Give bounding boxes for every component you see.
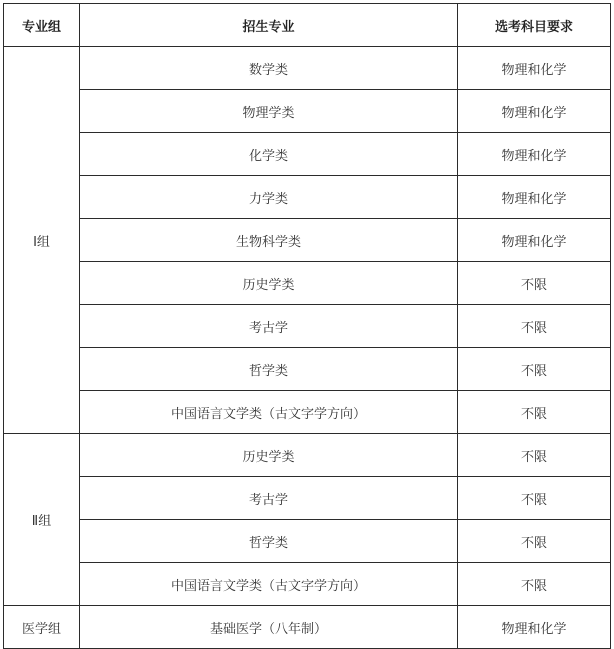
requirement-cell: 不限 <box>458 391 611 434</box>
table-row <box>4 219 611 262</box>
major-cell: 中国语言文学类（古文字学方向） <box>80 391 458 434</box>
header-group: 专业组 <box>4 4 80 47</box>
major-cell: 考古学 <box>80 477 458 520</box>
major-cell: 哲学类 <box>80 520 458 563</box>
requirement-cell: 不限 <box>458 348 611 391</box>
admission-table <box>3 3 611 649</box>
table-row <box>4 520 611 563</box>
major-cell: 中国语言文学类（古文字学方向） <box>80 563 458 606</box>
requirement-cell: 物理和化学 <box>458 219 611 262</box>
table-row <box>4 176 611 219</box>
group-cell: Ⅱ组 <box>4 434 80 606</box>
major-cell: 基础医学（八年制） <box>80 606 458 649</box>
header-major: 招生专业 <box>80 4 458 47</box>
requirement-cell: 物理和化学 <box>458 47 611 90</box>
major-cell: 力学类 <box>80 176 458 219</box>
requirement-cell: 物理和化学 <box>458 90 611 133</box>
requirement-cell: 不限 <box>458 262 611 305</box>
requirement-cell: 物理和化学 <box>458 133 611 176</box>
table-row <box>4 90 611 133</box>
group-cell: Ⅰ组 <box>4 47 80 434</box>
group-cell: 医学组 <box>4 606 80 649</box>
table-row <box>4 133 611 176</box>
major-cell: 生物科学类 <box>80 219 458 262</box>
major-cell: 历史学类 <box>80 434 458 477</box>
major-cell: 历史学类 <box>80 262 458 305</box>
major-cell: 物理学类 <box>80 90 458 133</box>
requirement-cell: 不限 <box>458 477 611 520</box>
table-row <box>4 305 611 348</box>
requirement-cell: 物理和化学 <box>458 606 611 649</box>
table-row <box>4 262 611 305</box>
table-row <box>4 477 611 520</box>
requirement-cell: 不限 <box>458 563 611 606</box>
header-row <box>4 4 611 47</box>
major-cell: 考古学 <box>80 305 458 348</box>
table-row <box>4 606 611 649</box>
table-row <box>4 391 611 434</box>
requirement-cell: 物理和化学 <box>458 176 611 219</box>
table-row <box>4 434 611 477</box>
requirement-cell: 不限 <box>458 305 611 348</box>
table-row <box>4 563 611 606</box>
table-row <box>4 348 611 391</box>
requirement-cell: 不限 <box>458 520 611 563</box>
major-cell: 化学类 <box>80 133 458 176</box>
major-cell: 哲学类 <box>80 348 458 391</box>
table-row <box>4 47 611 90</box>
header-requirement: 选考科目要求 <box>458 4 611 47</box>
requirement-cell: 不限 <box>458 434 611 477</box>
major-cell: 数学类 <box>80 47 458 90</box>
